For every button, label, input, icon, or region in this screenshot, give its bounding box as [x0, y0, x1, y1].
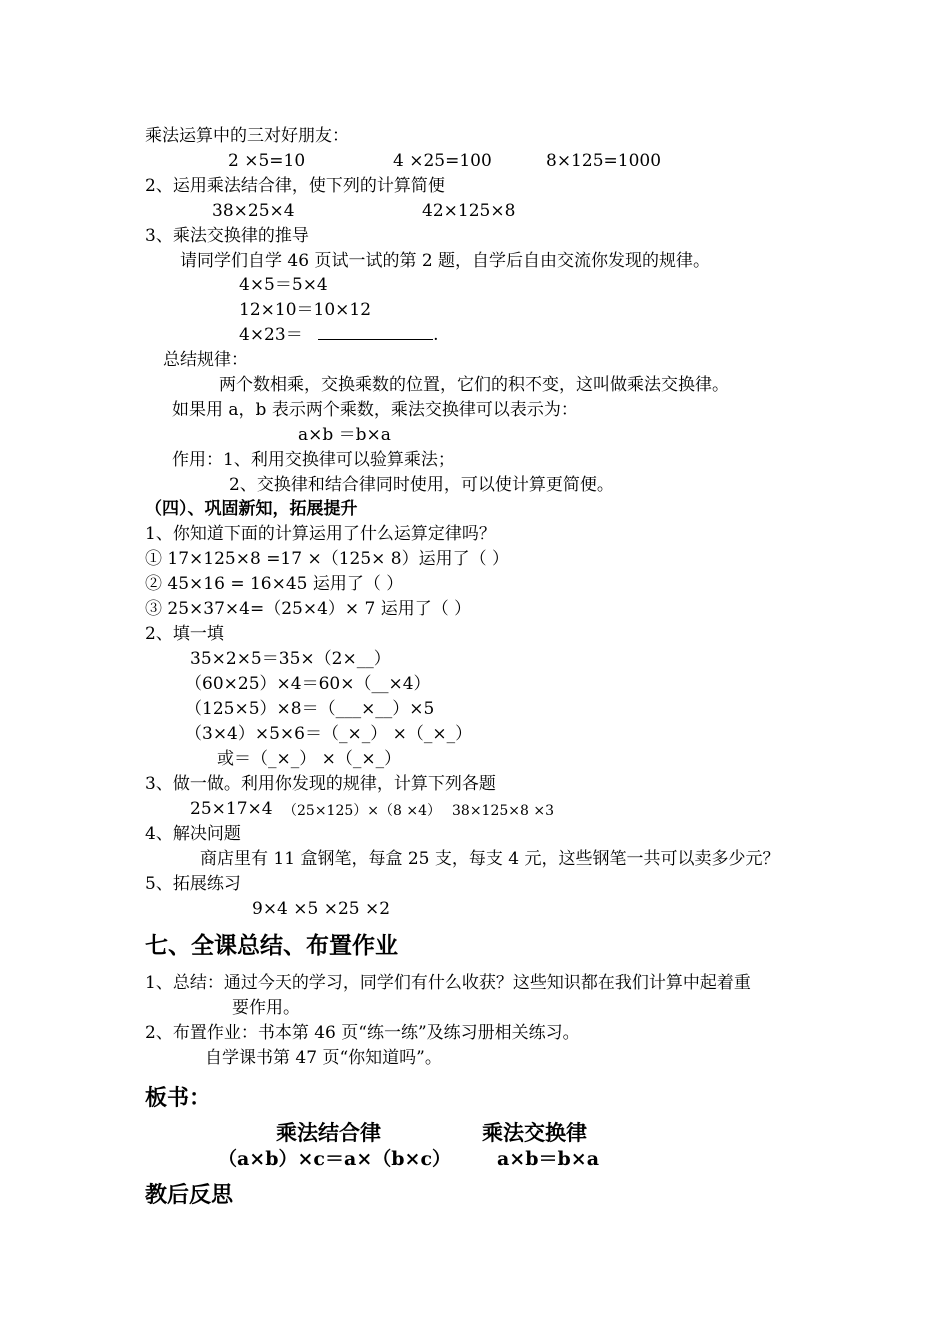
equation-3-end: . [433, 325, 439, 345]
fill-item-5: 或＝（_×_） ×（_×_） [217, 749, 402, 769]
associative-law-formula: （a×b）×c＝a×（b×c） [218, 1148, 452, 1170]
section-7-title: 七、全课总结、布置作业 [145, 932, 398, 959]
s4-question-4-text: 商店里有 11 盒钢笔，每盒 25 支，每支 4 元，这些钢笔一共可以卖多少元？ [200, 849, 780, 869]
s4-question-1: 1、你知道下面的计算运用了什么运算定律吗？ [145, 524, 496, 544]
s4-question-5: 5、拓展练习 [145, 874, 241, 894]
question-3: 3、乘法交换律的推导 [145, 226, 309, 246]
question-2-expr-a: 38×25×4 [212, 201, 295, 221]
friend-pair-2: 4 ×25=100 [393, 151, 492, 171]
friend-pair-1: 2 ×5=10 [228, 151, 306, 171]
homework-line-2: 自学课书第 47 页“你知道吗”。 [205, 1048, 442, 1068]
use-1: 作用：1、利用交换律可以验算乘法； [172, 450, 455, 470]
answer-blank [318, 325, 433, 340]
question-2-expr-b: 42×125×8 [422, 201, 516, 221]
board-title: 板书： [145, 1085, 212, 1111]
calc-item-a: 25×17×4 [190, 799, 273, 819]
fill-item-1: 35×2×5＝35×（2×__） [190, 649, 391, 669]
summary-line-2: 要作用。 [232, 998, 300, 1018]
commutative-law-title: 乘法交换律 [482, 1120, 587, 1145]
equation-2: 12×10＝10×12 [239, 300, 372, 320]
reflection-title: 教后反思 [145, 1182, 234, 1208]
summary-text: 两个数相乘，交换乘数的位置，它们的积不变，这叫做乘法交换律。 [219, 375, 729, 395]
friend-pair-3: 8×125=1000 [546, 151, 662, 171]
commutative-law-formula: a×b＝b×a [497, 1148, 600, 1170]
section-4-title: （四）、巩固新知，拓展提升 [145, 499, 358, 519]
associative-law-title: 乘法结合律 [276, 1120, 381, 1145]
question-3-intro: 请同学们自学 46 页试一试的第 2 题，自学后自由交流你发现的规律。 [180, 251, 711, 271]
equation-1: 4×5＝5×4 [239, 275, 328, 295]
calc-item-b: （25×125）×（8 ×4） [283, 803, 441, 819]
s4-question-2: 2、填一填 [145, 624, 224, 644]
s4-question-1-c: ③ 25×37×4=（25×4）× 7 运用了（ ） [145, 599, 472, 619]
letters-text: 如果用 a，b 表示两个乘数，乘法交换律可以表示为： [172, 400, 578, 420]
calc-item-c: 38×125×8 ×3 [452, 803, 554, 819]
equation-3 [239, 324, 439, 346]
summary-title: 总结规律： [163, 350, 248, 370]
equation-3-left: 4×23＝ [239, 325, 303, 345]
use-2: 2、交换律和结合律同时使用，可以使计算更简便。 [229, 475, 614, 495]
s4-question-5-text: 9×4 ×5 ×25 ×2 [252, 899, 391, 919]
fill-item-3: （125×5）×8＝（___×__）×5 [185, 699, 435, 719]
fill-item-2: （60×25）×4＝60×（__×4） [185, 674, 431, 694]
s4-question-1-a: ① 17×125×8 =17 ×（125× 8）运用了（ ） [145, 549, 510, 569]
commutative-formula: a×b ＝b×a [298, 425, 391, 445]
s4-question-4: 4、解决问题 [145, 824, 241, 844]
homework-line-1: 2、布置作业：书本第 46 页“练一练”及练习册相关练习。 [145, 1023, 580, 1043]
s4-question-3: 3、做一做。利用你发现的规律，计算下列各题 [145, 774, 496, 794]
fill-item-4: （3×4）×5×6＝（_×_） ×（_×_） [185, 724, 473, 744]
summary-line-1: 1、总结：通过今天的学习，同学们有什么收获？这些知识都在我们计算中起着重 [145, 973, 751, 993]
friends-title: 乘法运算中的三对好朋友： [145, 126, 349, 146]
s4-question-1-b: ② 45×16 = 16×45 运用了（ ） [145, 574, 404, 594]
question-2: 2、运用乘法结合律，使下列的计算简便 [145, 176, 445, 196]
